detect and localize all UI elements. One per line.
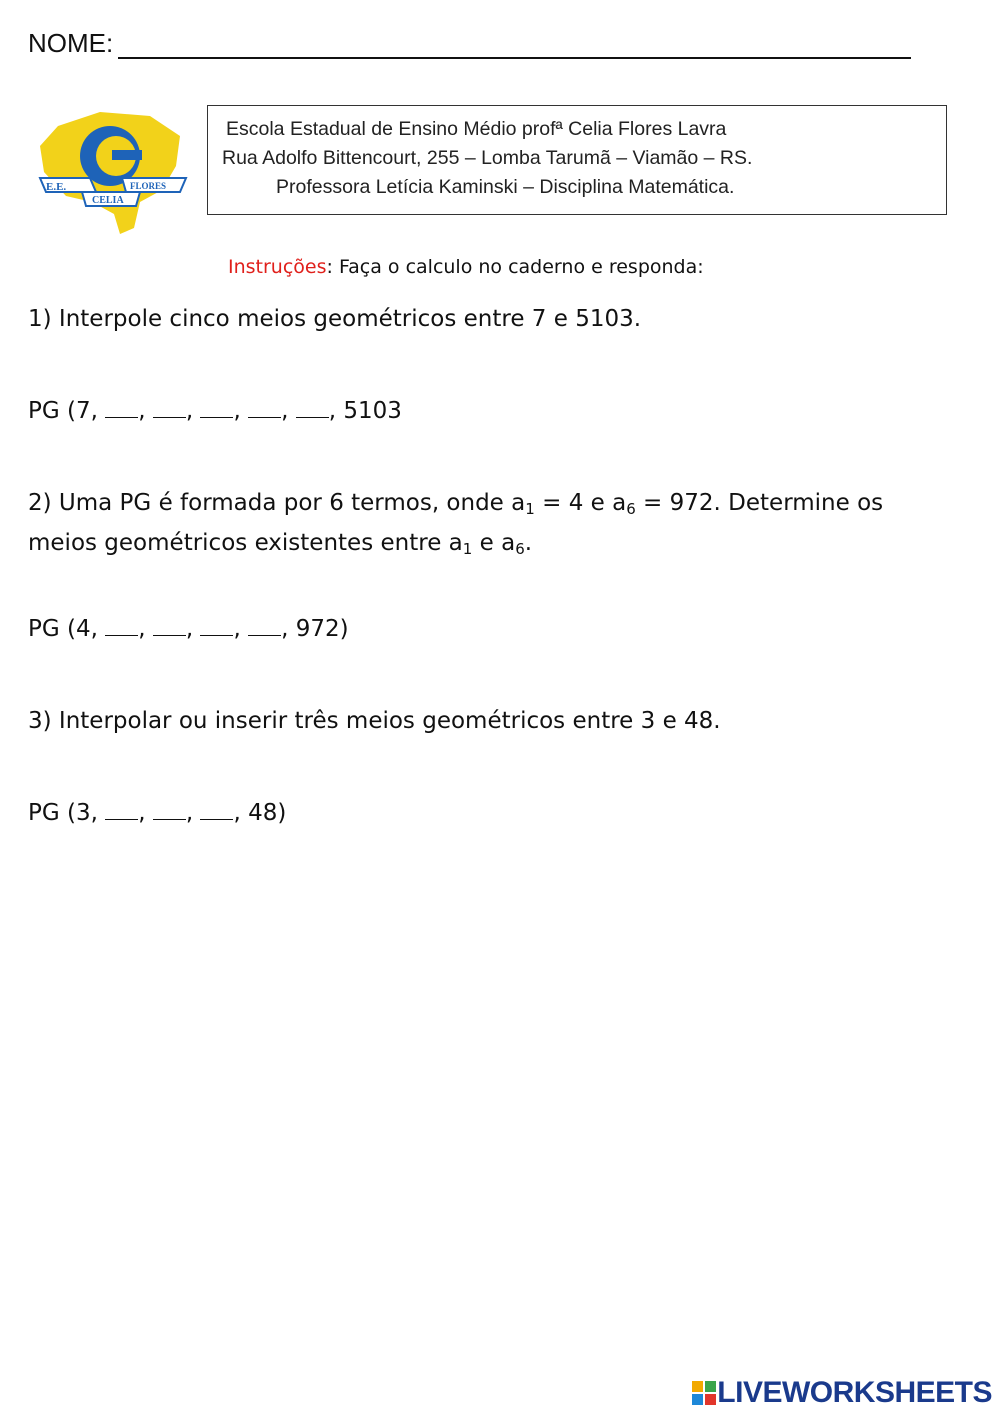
question-2-line-2: [28, 530, 532, 558]
answer-blank[interactable]: [153, 399, 186, 418]
name-label: NOME:: [28, 28, 114, 58]
pg-suffix: , 48): [233, 800, 287, 826]
pg-answer-3: PG (3, , , , 48): [28, 800, 287, 826]
school-address: Rua Adolfo Bittencourt, 255 – Lomba Tarumã – Viamão – RS.: [222, 147, 753, 169]
logo-text-flores: FLORES: [130, 181, 167, 191]
teacher-line: Professora Letícia Kaminski – Disciplina Matemática.: [276, 176, 735, 198]
question-1: 1) Interpole cinco meios geométricos entre 7 e 5103.: [28, 306, 642, 332]
answer-blank[interactable]: [200, 399, 233, 418]
pg-answer-2: PG (4, , , , , 972): [28, 616, 349, 642]
subscript: 1: [525, 500, 535, 518]
question-2-text: 2) Uma PG é formada por 6 termos, onde a: [28, 490, 526, 516]
answer-blank[interactable]: [105, 617, 138, 636]
pg-suffix: , 5103: [328, 398, 402, 424]
subscript: 1: [462, 540, 473, 558]
instructions-label: Instruções: [228, 256, 327, 278]
answer-blank[interactable]: [248, 399, 281, 418]
pg-suffix: , 972): [281, 616, 349, 642]
school-name: Escola Estadual de Ensino Médio profª Celia Flores Lavra: [226, 118, 727, 140]
answer-blank[interactable]: [153, 617, 186, 636]
pg-prefix: PG (3,: [28, 800, 98, 826]
answer-blank[interactable]: [105, 801, 138, 820]
question-3: 3) Interpolar ou inserir três meios geométricos entre 3 e 48.: [28, 708, 721, 734]
subscript: 6: [515, 540, 525, 558]
answer-blank[interactable]: [200, 617, 233, 636]
question-2-line-1: [28, 490, 883, 518]
liveworksheets-brand: [691, 1376, 992, 1410]
question-2-text: .: [524, 530, 533, 556]
answer-blank[interactable]: [200, 801, 233, 820]
question-2-text: = 972. Determine os: [635, 490, 884, 516]
instructions-text: : Faça o calculo no caderno e responda:: [326, 256, 704, 278]
pg-answer-1: PG (7, , , , , , 5103: [28, 398, 402, 424]
school-logo: [30, 106, 190, 236]
answer-blank[interactable]: [153, 801, 186, 820]
logo-text-ee: E.E.: [46, 181, 67, 193]
question-2-text: meios geométricos existentes entre a: [28, 530, 463, 556]
answer-blank[interactable]: [248, 617, 281, 636]
answer-blank[interactable]: [105, 399, 138, 418]
liveworksheets-logo-icon: [691, 1380, 717, 1406]
brand-name: LIVEWORKSHEETS: [717, 1376, 992, 1409]
subscript: 6: [626, 500, 636, 518]
answer-blank[interactable]: [296, 399, 329, 418]
name-input-line[interactable]: [118, 57, 911, 59]
pg-prefix: PG (7,: [28, 398, 98, 424]
question-2-text: = 4 e a: [534, 490, 627, 516]
pg-prefix: PG (4,: [28, 616, 98, 642]
question-2-text: e a: [472, 530, 516, 556]
logo-text-celia: CELIA: [92, 195, 124, 206]
instructions: [228, 256, 704, 278]
school-header-box: [207, 105, 947, 215]
